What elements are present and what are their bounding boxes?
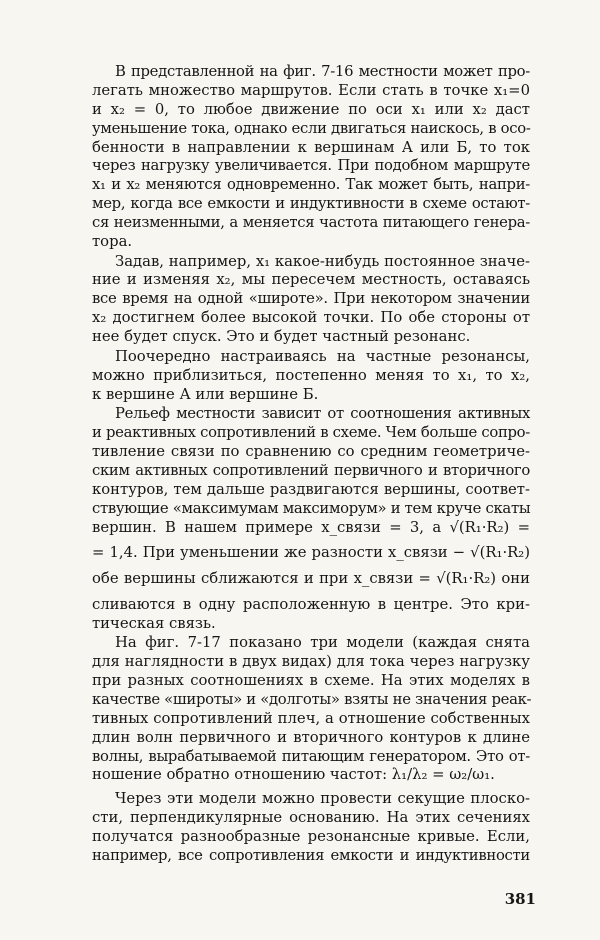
- text-line: Рельеф местности зависит от соотношения активных: [115, 405, 530, 423]
- text-line: нее будет спуск. Это и будет частный резонанс.: [92, 328, 471, 346]
- text-line: x₂ достигнем более высокой точки. По обе стороны от: [92, 309, 530, 327]
- text-line: можно приблизиться, постепенно меняя то x₁, то x₂,: [92, 366, 530, 384]
- text-line: легать множество маршрутов. Если стать в точке x₁=0: [92, 81, 530, 99]
- text-line: к вершине А или вершине Б.: [92, 385, 319, 403]
- text-line: ским активных сопротивлений первичного и вторичного: [92, 461, 530, 479]
- text-line: сти, перпендикулярные основанию. На этих сечениях: [92, 809, 530, 827]
- text-line: тическая связь.: [92, 614, 216, 632]
- text-line: x₁ и x₂ меняются одновременно. Так может быть, напри-: [92, 176, 530, 194]
- text-line: тивных сопротивлений плеч, а отношение собственных: [92, 709, 530, 727]
- text-line: мер, когда все емкости и индуктивности в схеме остают-: [92, 195, 530, 213]
- text-line: Задав, например, x₁ какое-нибудь постоянное значе-: [115, 252, 530, 270]
- text-line: длин волн первичного и вторичного контуров к длине: [92, 728, 530, 746]
- text-line: и реактивных сопротивлений в схеме. Чем больше сопро-: [92, 424, 530, 442]
- text-line: Поочередно настраиваясь на частные резонансы,: [115, 347, 530, 365]
- formula-line: обе вершины сближаются и при x_связи = √(R₁·R₂) они: [92, 569, 530, 587]
- text-line: для наглядности в двух видах) для тока через нагрузку: [92, 653, 530, 671]
- text-line: бенности в направлении к вершинам А или Б, то ток: [92, 138, 530, 156]
- text-line: через нагрузку увеличивается. При подобном маршруте: [92, 157, 530, 175]
- text-line: тивление связи по сравнению со средним геометриче-: [92, 443, 530, 460]
- text-line: В представленной на фиг. 7-16 местности может про-: [115, 63, 530, 80]
- text-line: получатся разнообразные резонансные кривые. Если,: [92, 828, 530, 846]
- formula-line: = 1,4. При уменьшении же разности x_связи − √(R₁·R₂): [92, 544, 530, 562]
- text-line: сливаются в одну расположенную в центре. Это кри-: [92, 595, 530, 613]
- text-line: тора.: [92, 232, 133, 250]
- text-line: качестве «широты» и «долготы» взяты не значения реак-: [92, 690, 532, 708]
- text-line: ние и изменяя x₂, мы пересечем местность, оставаясь: [92, 271, 530, 289]
- text-line: контуров, тем дальше раздвигаются вершины, соответ-: [92, 480, 530, 498]
- text-line: На фиг. 7-17 показано три модели (каждая снята: [115, 634, 530, 652]
- text-line: Через эти модели можно провести секущие плоско-: [115, 790, 530, 808]
- text-line: уменьшение тока, однако если двигаться наискось, в осо-: [92, 119, 531, 137]
- formula-line: ношение обратно отношению частот: λ₁/λ₂ = ω₂/ω₁.: [92, 766, 495, 784]
- text-line: все время на одной «широте». При некотором значении: [92, 290, 530, 308]
- text-line: например, все сопротивления емкости и индуктивности: [92, 847, 530, 864]
- text-line: ствующие «максимумам максиморум» и тем круче скаты: [92, 499, 531, 517]
- text-line: и x₂ = 0, то любое движение по оси x₁ или x₂ даст: [92, 100, 530, 118]
- text-line: при разных соотношениях в схеме. На этих моделях в: [92, 672, 530, 689]
- page-number: 381: [504, 890, 536, 908]
- formula-line: вершин. В нашем примере x_связи = 3, а √(R₁·R₂) =: [92, 518, 530, 536]
- text-line: ся неизменными, а меняется частота питающего генера-: [92, 214, 530, 231]
- text-line: волны, вырабатываемой питающим генератором. Это от-: [92, 747, 530, 765]
